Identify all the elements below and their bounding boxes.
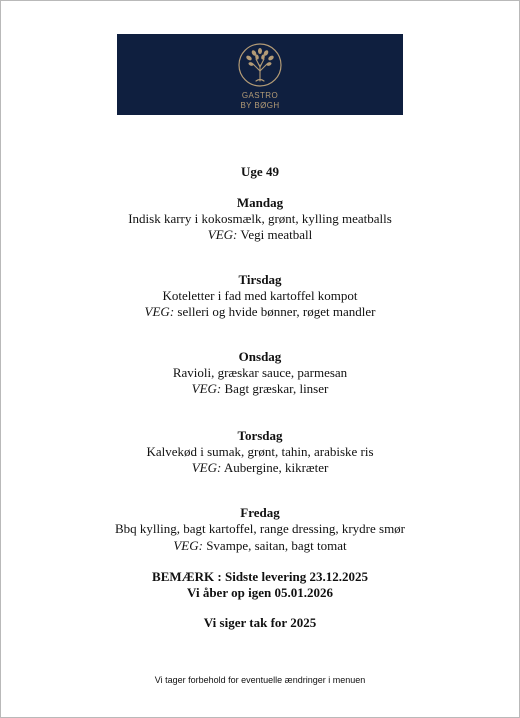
veg-dish: Svampe, saitan, bagt tomat bbox=[206, 538, 347, 553]
week-heading: Uge 49 bbox=[241, 164, 279, 179]
veg-line-tirsdag bbox=[1, 304, 519, 320]
day-name-fredag: Fredag bbox=[240, 505, 280, 520]
veg-dish: selleri og hvide bønner, røget mandler bbox=[177, 304, 376, 319]
veg-label: VEG: bbox=[144, 304, 175, 319]
veg-line-fredag bbox=[1, 538, 519, 554]
day-dish-torsdag: Kalvekød i sumak, grønt, tahin, arabiske ris bbox=[146, 444, 374, 459]
veg-label: VEG: bbox=[191, 381, 222, 396]
day-name-torsdag: Torsdag bbox=[237, 428, 283, 443]
veg-label: VEG: bbox=[207, 227, 238, 242]
day-dish-tirsdag: Koteletter i fad med kartoffel kompot bbox=[162, 288, 358, 303]
veg-line-torsdag bbox=[1, 460, 519, 476]
logo-banner bbox=[117, 34, 403, 115]
day-name-onsdag: Onsdag bbox=[238, 349, 282, 364]
veg-dish: Bagt græskar, linser bbox=[224, 381, 329, 396]
day-dish-mandag: Indisk karry i kokosmælk, grønt, kylling meatballs bbox=[128, 211, 392, 226]
veg-dish: Aubergine, kikræter bbox=[223, 460, 329, 475]
veg-line-onsdag bbox=[1, 381, 519, 397]
notice-reopen: Vi åber op igen 05.01.2026 bbox=[187, 585, 333, 600]
thanks-line: Vi siger tak for 2025 bbox=[203, 615, 317, 630]
disclaimer-footer: Vi tager forbehold for eventuelle ændringer i menuen bbox=[154, 675, 366, 685]
veg-dish: Vegi meatball bbox=[240, 227, 313, 242]
tree-logo-icon bbox=[234, 39, 286, 91]
logo-brand-line1: GASTRO bbox=[241, 91, 279, 100]
day-dish-onsdag: Ravioli, græskar sauce, parmesan bbox=[172, 365, 348, 380]
day-dish-fredag: Bbq kylling, bagt kartoffel, range dressing, krydre smør bbox=[114, 521, 406, 536]
veg-label: VEG: bbox=[191, 460, 222, 475]
day-name-tirsdag: Tirsdag bbox=[238, 272, 282, 287]
logo-brand-line2: BY BØGH bbox=[240, 101, 280, 110]
veg-line-mandag bbox=[1, 227, 519, 243]
veg-label: VEG: bbox=[173, 538, 203, 553]
day-name-mandag: Mandag bbox=[236, 195, 284, 210]
notice-last-delivery: BEMÆRK : Sidste levering 23.12.2025 bbox=[152, 569, 368, 584]
